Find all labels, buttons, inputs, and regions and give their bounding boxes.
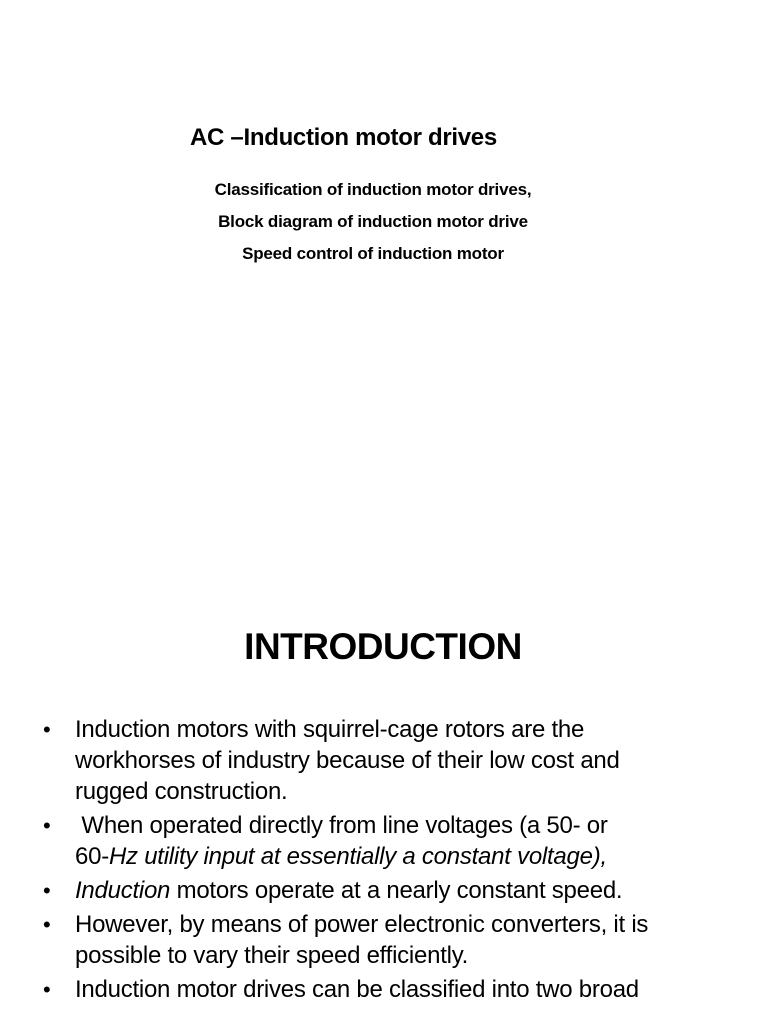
bullet-text: workhorses of industry because of their low cost and (75, 747, 620, 774)
bullet-item (43, 875, 733, 906)
subtitle-line: Block diagram of induction motor drive (218, 212, 528, 231)
bullet-dot-icon: • (43, 878, 51, 903)
bullet-list (43, 714, 733, 1008)
bullet-text: 60- (75, 843, 109, 870)
bullet-text: Induction motors with squirrel-cage rotors are the (75, 716, 585, 743)
bullet-text: Induction motor drives can be classified into two broad (75, 976, 639, 1003)
subtitle-line: Classification of induction motor drives, (214, 180, 532, 199)
bullet-text: possible to vary their speed efficiently. (75, 942, 469, 969)
slide-title: AC –Induction motor drives (190, 124, 497, 151)
bullet-text: motors operate at a nearly constant speed. (170, 877, 623, 904)
bullet-item (43, 714, 733, 807)
bullet-text-italic: Hz utility input at essentially a constant voltage), (108, 843, 607, 870)
subtitle-list (0, 174, 746, 270)
bullet-text: rugged construction. (75, 778, 288, 805)
introduction-heading: INTRODUCTION (244, 626, 522, 667)
bullet-text: When operated directly from line voltages (a 50- or (75, 812, 608, 839)
bullet-item (43, 909, 733, 971)
bullet-text-italic: Induction (75, 877, 171, 904)
bullet-dot-icon: • (43, 912, 51, 937)
introduction-slide (0, 576, 768, 1024)
bullet-item (43, 810, 733, 872)
bullet-text: However, by means of power electronic converters, it is (75, 911, 649, 938)
bullet-dot-icon: • (43, 813, 51, 838)
bullet-item (43, 974, 733, 1005)
bullet-dot-icon: • (43, 977, 51, 1002)
bullet-dot-icon: • (43, 717, 51, 742)
subtitle-line: Speed control of induction motor (242, 244, 504, 263)
